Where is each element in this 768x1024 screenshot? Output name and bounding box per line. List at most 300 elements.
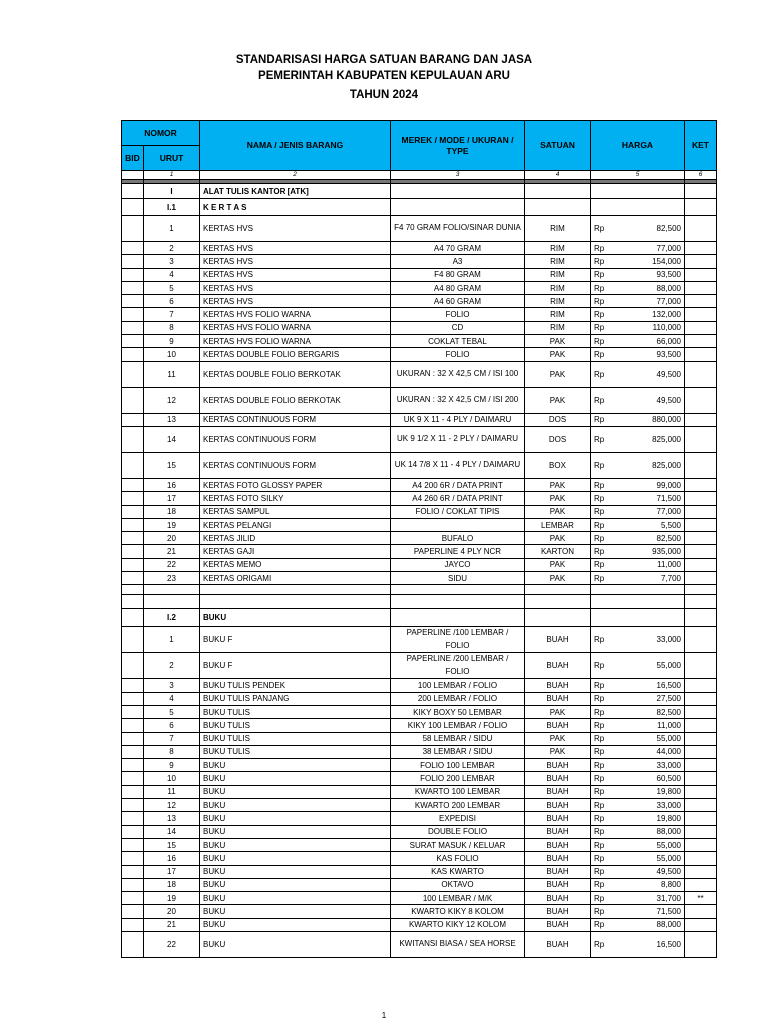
satuan-cell: BOX bbox=[525, 452, 591, 478]
price-value: 19,800 bbox=[656, 813, 681, 823]
bid-cell bbox=[122, 852, 144, 865]
currency-label: Rp bbox=[594, 547, 605, 557]
nama-cell: BUKU bbox=[200, 892, 391, 905]
price-value: 5,500 bbox=[660, 520, 681, 530]
merek-cell: FOLIO 200 LEMBAR bbox=[391, 772, 525, 785]
price-value: 880,000 bbox=[652, 415, 681, 425]
nama-cell: KERTAS HVS bbox=[200, 281, 391, 294]
satuan-cell: PAK bbox=[525, 478, 591, 491]
bid-cell bbox=[122, 838, 144, 851]
bid-cell bbox=[122, 905, 144, 918]
harga-cell bbox=[591, 692, 685, 705]
currency-label: Rp bbox=[594, 270, 605, 280]
satuan-cell: BUAH bbox=[525, 799, 591, 812]
harga-cell bbox=[591, 772, 685, 785]
urut-cell: 10 bbox=[144, 348, 200, 361]
merek-cell: A4 200 6R / DATA PRINT bbox=[391, 478, 525, 491]
ket-cell bbox=[685, 692, 717, 705]
nama-cell: KERTAS HVS FOLIO WARNA bbox=[200, 308, 391, 321]
satuan-cell: BUAH bbox=[525, 812, 591, 825]
merek-cell: KAS FOLIO bbox=[391, 852, 525, 865]
harga-cell bbox=[591, 679, 685, 692]
merek-cell: PAPERLINE /100 LEMBAR / FOLIO bbox=[391, 627, 525, 653]
price-value: 55,000 bbox=[656, 840, 681, 850]
satuan-cell: DOS bbox=[525, 413, 591, 426]
ket-cell bbox=[685, 295, 717, 308]
price-value: 44,000 bbox=[656, 747, 681, 757]
ket-cell bbox=[685, 413, 717, 426]
bid-cell bbox=[122, 545, 144, 558]
currency-label: Rp bbox=[594, 827, 605, 837]
urut-cell: 14 bbox=[144, 825, 200, 838]
satuan-cell: RIM bbox=[525, 255, 591, 268]
harga-cell bbox=[591, 321, 685, 334]
nama-cell: KERTAS CONTINUOUS FORM bbox=[200, 413, 391, 426]
merek-cell: KIKY 100 LEMBAR / FOLIO bbox=[391, 719, 525, 732]
price-value: 88,000 bbox=[656, 920, 681, 930]
price-value: 49,500 bbox=[656, 395, 681, 405]
merek-cell: 100 LEMBAR / FOLIO bbox=[391, 679, 525, 692]
table-row bbox=[122, 361, 717, 387]
currency-label: Rp bbox=[594, 920, 605, 930]
merek-cell: BUFALO bbox=[391, 532, 525, 545]
merek-cell: PAPERLINE /200 LEMBAR / FOLIO bbox=[391, 653, 525, 679]
urut-cell: 13 bbox=[144, 413, 200, 426]
section-name: K E R T A S bbox=[200, 199, 391, 216]
currency-label: Rp bbox=[594, 635, 605, 645]
currency-label: Rp bbox=[594, 434, 605, 444]
satuan-cell: RIM bbox=[525, 308, 591, 321]
nama-cell: KERTAS CONTINUOUS FORM bbox=[200, 426, 391, 452]
ket-cell bbox=[685, 918, 717, 931]
bid-cell bbox=[122, 558, 144, 571]
column-number: 5 bbox=[591, 171, 685, 180]
currency-label: Rp bbox=[594, 661, 605, 671]
header-bid: BID bbox=[122, 146, 144, 171]
ket-cell bbox=[685, 679, 717, 692]
bid-cell bbox=[122, 532, 144, 545]
currency-label: Rp bbox=[594, 907, 605, 917]
satuan-cell: RIM bbox=[525, 242, 591, 255]
ket-cell bbox=[685, 759, 717, 772]
document-year: TAHUN 2024 bbox=[349, 89, 419, 101]
header-nama: NAMA / JENIS BARANG bbox=[200, 121, 391, 171]
bid-cell bbox=[122, 931, 144, 957]
bid-cell bbox=[122, 772, 144, 785]
currency-label: Rp bbox=[594, 694, 605, 704]
price-value: 66,000 bbox=[656, 336, 681, 346]
nama-cell: BUKU bbox=[200, 799, 391, 812]
ket-cell bbox=[685, 931, 717, 957]
price-value: 55,000 bbox=[656, 661, 681, 671]
nama-cell: BUKU bbox=[200, 785, 391, 798]
table-row bbox=[122, 387, 717, 413]
bid-cell bbox=[122, 572, 144, 585]
table-row bbox=[122, 878, 717, 891]
table-row bbox=[122, 745, 717, 758]
urut-cell: 21 bbox=[144, 918, 200, 931]
currency-label: Rp bbox=[594, 560, 605, 570]
price-value: 55,000 bbox=[656, 853, 681, 863]
ket-cell bbox=[685, 545, 717, 558]
merek-cell: FOLIO / COKLAT TIPIS bbox=[391, 505, 525, 518]
currency-label: Rp bbox=[594, 867, 605, 877]
ket-cell bbox=[685, 518, 717, 531]
satuan-cell: BUAH bbox=[525, 679, 591, 692]
ket-cell bbox=[685, 865, 717, 878]
harga-cell bbox=[591, 295, 685, 308]
bid-cell bbox=[122, 918, 144, 931]
table-row bbox=[122, 478, 717, 491]
harga-cell bbox=[591, 452, 685, 478]
merek-cell: DOUBLE FOLIO bbox=[391, 825, 525, 838]
ket-cell bbox=[685, 387, 717, 413]
nama-cell: BUKU TULIS PANJANG bbox=[200, 692, 391, 705]
harga-cell bbox=[591, 918, 685, 931]
section-number: I.1 bbox=[144, 199, 200, 216]
currency-label: Rp bbox=[594, 800, 605, 810]
bid-cell bbox=[122, 627, 144, 653]
bid-cell bbox=[122, 361, 144, 387]
satuan-cell: PAK bbox=[525, 572, 591, 585]
table-row bbox=[122, 785, 717, 798]
price-value: 71,500 bbox=[656, 907, 681, 917]
price-value: 19,800 bbox=[656, 787, 681, 797]
currency-label: Rp bbox=[594, 493, 605, 503]
section-number: I.2 bbox=[144, 609, 200, 627]
bid-cell bbox=[122, 865, 144, 878]
satuan-cell: BUAH bbox=[525, 653, 591, 679]
satuan-cell: DOS bbox=[525, 426, 591, 452]
harga-cell bbox=[591, 812, 685, 825]
nama-cell: BUKU bbox=[200, 838, 391, 851]
bid-cell bbox=[122, 732, 144, 745]
harga-cell bbox=[591, 865, 685, 878]
harga-cell bbox=[591, 719, 685, 732]
ket-cell bbox=[685, 532, 717, 545]
nama-cell: KERTAS SAMPUL bbox=[200, 505, 391, 518]
ket-cell bbox=[685, 361, 717, 387]
price-value: 77,000 bbox=[656, 243, 681, 253]
nama-cell: BUKU bbox=[200, 918, 391, 931]
merek-cell: KWITANSI BIASA / SEA HORSE bbox=[391, 931, 525, 957]
harga-cell bbox=[591, 478, 685, 491]
ket-cell bbox=[685, 653, 717, 679]
merek-cell: KWARTO 200 LEMBAR bbox=[391, 799, 525, 812]
table-row bbox=[122, 627, 717, 653]
ket-cell bbox=[685, 242, 717, 255]
table-row bbox=[122, 825, 717, 838]
harga-cell bbox=[591, 838, 685, 851]
satuan-cell: PAK bbox=[525, 558, 591, 571]
nama-cell: KERTAS DOUBLE FOLIO BERGARIS bbox=[200, 348, 391, 361]
satuan-cell: RIM bbox=[525, 281, 591, 294]
bid-cell bbox=[122, 878, 144, 891]
harga-cell bbox=[591, 242, 685, 255]
section-name: ALAT TULIS KANTOR [ATK] bbox=[200, 184, 391, 199]
table-row bbox=[122, 452, 717, 478]
price-value: 88,000 bbox=[656, 827, 681, 837]
currency-label: Rp bbox=[594, 533, 605, 543]
bid-cell bbox=[122, 492, 144, 505]
table-row bbox=[122, 852, 717, 865]
harga-cell bbox=[591, 931, 685, 957]
ket-cell bbox=[685, 492, 717, 505]
table-row bbox=[122, 348, 717, 361]
table-row bbox=[122, 732, 717, 745]
harga-cell bbox=[591, 361, 685, 387]
nama-cell: KERTAS DOUBLE FOLIO BERKOTAK bbox=[200, 361, 391, 387]
urut-cell: 17 bbox=[144, 865, 200, 878]
currency-label: Rp bbox=[594, 573, 605, 583]
nama-cell: BUKU bbox=[200, 772, 391, 785]
section-row-kertas bbox=[122, 199, 717, 216]
urut-cell: 14 bbox=[144, 426, 200, 452]
ket-cell bbox=[685, 825, 717, 838]
satuan-cell: RIM bbox=[525, 295, 591, 308]
satuan-cell: RIM bbox=[525, 321, 591, 334]
price-value: 935,000 bbox=[652, 547, 681, 557]
column-number: 4 bbox=[525, 171, 591, 180]
ket-cell bbox=[685, 812, 717, 825]
header-harga: HARGA bbox=[591, 121, 685, 171]
currency-label: Rp bbox=[594, 880, 605, 890]
harga-cell bbox=[591, 518, 685, 531]
bid-cell bbox=[122, 505, 144, 518]
harga-cell bbox=[591, 785, 685, 798]
merek-cell: JAYCO bbox=[391, 558, 525, 571]
bid-cell bbox=[122, 255, 144, 268]
satuan-cell: BUAH bbox=[525, 692, 591, 705]
table-row bbox=[122, 255, 717, 268]
satuan-cell: BUAH bbox=[525, 892, 591, 905]
merek-cell: A4 60 GRAM bbox=[391, 295, 525, 308]
satuan-cell: KARTON bbox=[525, 545, 591, 558]
urut-cell: 19 bbox=[144, 518, 200, 531]
section-row-main bbox=[122, 184, 717, 199]
urut-cell: 20 bbox=[144, 905, 200, 918]
table-row bbox=[122, 321, 717, 334]
urut-cell: 6 bbox=[144, 719, 200, 732]
satuan-cell: BUAH bbox=[525, 852, 591, 865]
satuan-cell: BUAH bbox=[525, 772, 591, 785]
nama-cell: KERTAS HVS FOLIO WARNA bbox=[200, 335, 391, 348]
bid-cell bbox=[122, 268, 144, 281]
urut-cell: 8 bbox=[144, 321, 200, 334]
price-table bbox=[121, 120, 717, 958]
harga-cell bbox=[591, 558, 685, 571]
price-value: 31,700 bbox=[656, 893, 681, 903]
bid-cell bbox=[122, 348, 144, 361]
bid-cell bbox=[122, 812, 144, 825]
currency-label: Rp bbox=[594, 853, 605, 863]
table-row bbox=[122, 838, 717, 851]
merek-cell: KWARTO 100 LEMBAR bbox=[391, 785, 525, 798]
satuan-cell: PAK bbox=[525, 732, 591, 745]
table-row bbox=[122, 679, 717, 692]
blank-row bbox=[122, 595, 717, 609]
price-value: 77,000 bbox=[656, 296, 681, 306]
ket-cell: ** bbox=[685, 892, 717, 905]
nama-cell: KERTAS HVS FOLIO WARNA bbox=[200, 321, 391, 334]
ket-cell bbox=[685, 348, 717, 361]
satuan-cell: BUAH bbox=[525, 865, 591, 878]
urut-cell: 15 bbox=[144, 452, 200, 478]
satuan-cell: BUAH bbox=[525, 825, 591, 838]
bid-cell bbox=[122, 216, 144, 242]
nama-cell: BUKU TULIS PENDEK bbox=[200, 679, 391, 692]
merek-cell: KAS KWARTO bbox=[391, 865, 525, 878]
satuan-cell: BUAH bbox=[525, 759, 591, 772]
satuan-cell: PAK bbox=[525, 505, 591, 518]
harga-cell bbox=[591, 759, 685, 772]
merek-cell: 100 LEMBAR / M/K bbox=[391, 892, 525, 905]
bid-cell bbox=[122, 413, 144, 426]
merek-cell: PAPERLINE 4 PLY NCR bbox=[391, 545, 525, 558]
price-value: 33,000 bbox=[656, 635, 681, 645]
price-value: 49,500 bbox=[656, 369, 681, 379]
currency-label: Rp bbox=[594, 787, 605, 797]
urut-cell: 7 bbox=[144, 732, 200, 745]
bid-cell bbox=[122, 308, 144, 321]
nama-cell: BUKU TULIS bbox=[200, 705, 391, 718]
bid-cell bbox=[122, 242, 144, 255]
ket-cell bbox=[685, 627, 717, 653]
merek-cell: FOLIO bbox=[391, 308, 525, 321]
merek-cell: UKURAN : 32 X 42,5 CM / ISI 100 bbox=[391, 361, 525, 387]
table-row bbox=[122, 242, 717, 255]
nama-cell: BUKU F bbox=[200, 627, 391, 653]
nama-cell: BUKU bbox=[200, 825, 391, 838]
currency-label: Rp bbox=[594, 480, 605, 490]
urut-cell: 18 bbox=[144, 878, 200, 891]
bid-cell bbox=[122, 759, 144, 772]
ket-cell bbox=[685, 321, 717, 334]
merek-cell: EXPEDISI bbox=[391, 812, 525, 825]
table-row bbox=[122, 812, 717, 825]
harga-cell bbox=[591, 387, 685, 413]
nama-cell: KERTAS HVS bbox=[200, 268, 391, 281]
nama-cell: KERTAS HVS bbox=[200, 216, 391, 242]
currency-label: Rp bbox=[594, 395, 605, 405]
bid-cell bbox=[122, 452, 144, 478]
currency-label: Rp bbox=[594, 310, 605, 320]
merek-cell: FOLIO 100 LEMBAR bbox=[391, 759, 525, 772]
harga-cell bbox=[591, 705, 685, 718]
harga-cell bbox=[591, 413, 685, 426]
table-row bbox=[122, 692, 717, 705]
ket-cell bbox=[685, 268, 717, 281]
satuan-cell: BUAH bbox=[525, 719, 591, 732]
urut-cell: 11 bbox=[144, 361, 200, 387]
price-value: 8,800 bbox=[660, 880, 681, 890]
satuan-cell: PAK bbox=[525, 335, 591, 348]
currency-label: Rp bbox=[594, 296, 605, 306]
urut-cell: 12 bbox=[144, 799, 200, 812]
harga-cell bbox=[591, 348, 685, 361]
nama-cell: BUKU bbox=[200, 812, 391, 825]
merek-cell: A3 bbox=[391, 255, 525, 268]
header-merek: MEREK / MODE / UKURAN / TYPE bbox=[391, 121, 525, 171]
urut-cell: 22 bbox=[144, 931, 200, 957]
table-row bbox=[122, 653, 717, 679]
currency-label: Rp bbox=[594, 760, 605, 770]
bid-cell bbox=[122, 478, 144, 491]
bid-cell bbox=[122, 295, 144, 308]
satuan-cell: PAK bbox=[525, 745, 591, 758]
urut-cell: 10 bbox=[144, 772, 200, 785]
nama-cell: BUKU TULIS bbox=[200, 719, 391, 732]
nama-cell: KERTAS HVS bbox=[200, 242, 391, 255]
harga-cell bbox=[591, 878, 685, 891]
urut-cell: 17 bbox=[144, 492, 200, 505]
nama-cell: KERTAS PELANGI bbox=[200, 518, 391, 531]
ket-cell bbox=[685, 878, 717, 891]
price-value: 55,000 bbox=[656, 734, 681, 744]
satuan-cell: PAK bbox=[525, 492, 591, 505]
nama-cell: KERTAS JILID bbox=[200, 532, 391, 545]
bid-cell bbox=[122, 745, 144, 758]
table-row bbox=[122, 413, 717, 426]
urut-cell: 13 bbox=[144, 812, 200, 825]
urut-cell: 8 bbox=[144, 745, 200, 758]
urut-cell: 18 bbox=[144, 505, 200, 518]
urut-cell: 21 bbox=[144, 545, 200, 558]
urut-cell: 22 bbox=[144, 558, 200, 571]
currency-label: Rp bbox=[594, 336, 605, 346]
bid-cell bbox=[122, 892, 144, 905]
currency-label: Rp bbox=[594, 224, 605, 233]
harga-cell bbox=[591, 426, 685, 452]
urut-cell: 20 bbox=[144, 532, 200, 545]
price-value: 93,500 bbox=[656, 350, 681, 360]
satuan-cell: BUAH bbox=[525, 878, 591, 891]
bid-cell bbox=[122, 653, 144, 679]
table-row bbox=[122, 216, 717, 242]
ket-cell bbox=[685, 785, 717, 798]
merek-cell: COKLAT TEBAL bbox=[391, 335, 525, 348]
bid-cell bbox=[122, 335, 144, 348]
table-row bbox=[122, 892, 717, 905]
section-row-buku bbox=[122, 609, 717, 627]
merek-cell: KWARTO KIKY 12 KOLOM bbox=[391, 918, 525, 931]
ket-cell bbox=[685, 838, 717, 851]
header-satuan: SATUAN bbox=[525, 121, 591, 171]
harga-cell bbox=[591, 335, 685, 348]
nama-cell: BUKU F bbox=[200, 653, 391, 679]
currency-label: Rp bbox=[594, 813, 605, 823]
merek-cell: KWARTO KIKY 8 KOLOM bbox=[391, 905, 525, 918]
price-value: 27,500 bbox=[656, 694, 681, 704]
urut-cell: 3 bbox=[144, 255, 200, 268]
currency-label: Rp bbox=[594, 460, 605, 470]
satuan-cell: BUAH bbox=[525, 838, 591, 851]
table-row bbox=[122, 799, 717, 812]
currency-label: Rp bbox=[594, 283, 605, 293]
ket-cell bbox=[685, 426, 717, 452]
satuan-cell: PAK bbox=[525, 348, 591, 361]
satuan-cell: PAK bbox=[525, 387, 591, 413]
urut-cell: 4 bbox=[144, 268, 200, 281]
merek-cell bbox=[391, 518, 525, 531]
price-value: 82,500 bbox=[656, 707, 681, 717]
harga-cell bbox=[591, 268, 685, 281]
price-value: 16,500 bbox=[656, 680, 681, 690]
table-row bbox=[122, 558, 717, 571]
table-row bbox=[122, 759, 717, 772]
column-number: 6 bbox=[685, 171, 717, 180]
merek-cell: OKTAVO bbox=[391, 878, 525, 891]
